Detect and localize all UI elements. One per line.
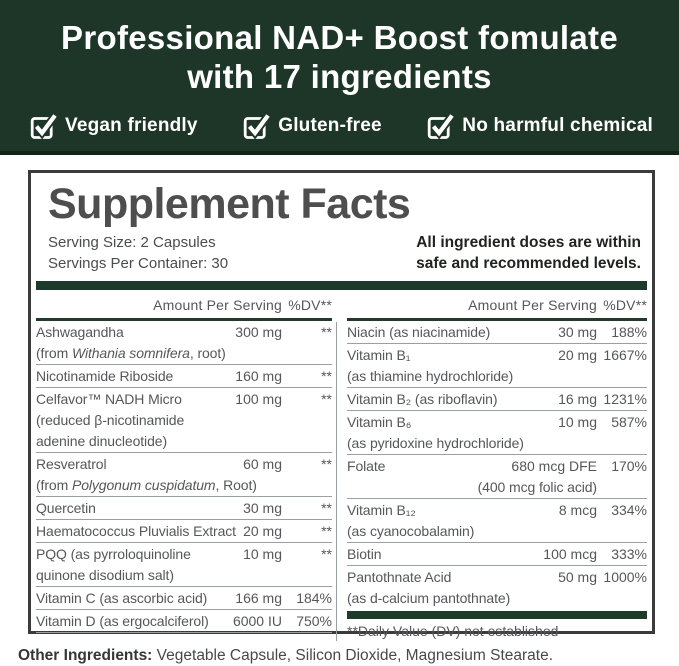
serving-info — [48, 232, 228, 274]
ingredient-amount: 16 mg — [558, 391, 597, 407]
ingredient-name: Niacin (as niacinamide) — [347, 324, 491, 340]
checkbox-check-icon — [30, 111, 58, 141]
ingredient-amount: 100 mcg — [543, 546, 597, 562]
ingredient-name: Haematococcus Pluvialis Extract — [36, 523, 236, 539]
column-header — [36, 290, 332, 318]
dv-header: %DV** — [288, 297, 332, 313]
ingredient-name: Vitamin B₂ (as riboflavin) — [347, 391, 498, 407]
table-row — [36, 321, 332, 365]
ingredient-dv: 1000% — [603, 569, 647, 585]
ingredient-dv: ** — [321, 546, 332, 562]
serving-size: Serving Size: 2 Capsules — [48, 234, 216, 251]
table-row — [36, 388, 332, 453]
table-row — [347, 321, 647, 344]
table-row — [36, 365, 332, 388]
ingredient-dv: 750% — [296, 613, 332, 629]
badge-label: No harmful chemical — [462, 115, 653, 136]
checkbox-check-icon — [427, 111, 455, 141]
table-row — [36, 610, 332, 633]
ingredient-rows-left — [36, 318, 332, 633]
ingredient-name: Quercetin — [36, 500, 96, 516]
panel-header — [36, 173, 647, 274]
ingredient-amount: 10 mg — [243, 546, 282, 562]
other-ingredients-text: Vegetable Capsule, Silicon Dioxide, Magnesium Stearate. — [152, 647, 554, 664]
panel-title: Supplement Facts — [48, 180, 411, 228]
ingredient-amount: 680 mcg DFE — [511, 458, 597, 474]
ingredient-amount: 20 mg — [558, 347, 597, 363]
ingredient-dv: 188% — [611, 324, 647, 340]
table-row — [347, 411, 647, 455]
checkbox-check-icon — [243, 111, 271, 141]
ingredient-name: Vitamin D (as ergocalciferol) — [36, 613, 209, 629]
ingredient-name: PQQ (as pyrroloquinoline — [36, 546, 191, 562]
ingredient-amount: 166 mg — [235, 590, 282, 606]
ingredient-dv: 1231% — [603, 391, 647, 407]
ingredient-dv: ** — [321, 456, 332, 472]
ingredient-dv: ** — [321, 391, 332, 407]
badge-label: Vegan friendly — [65, 115, 198, 136]
ingredient-name: Pantothnate Acid — [347, 569, 452, 585]
dv-footnote: **Daily Value (DV) not established — [347, 623, 559, 639]
other-ingredients — [18, 646, 679, 666]
ingredient-name: Vitamin B₁ — [347, 347, 411, 363]
ingredient-source: (from Polygonum cuspidatum, Root) — [36, 477, 257, 493]
ingredient-source: (as cyanocobalamin) — [347, 523, 475, 539]
servings-per-container: Servings Per Container: 30 — [48, 255, 229, 272]
ingredient-amount: 6000 IU — [232, 613, 282, 629]
ingredient-source: (as d-calcium pantothnate) — [347, 590, 511, 606]
ingredient-name: Folate — [347, 458, 386, 474]
hero-title-line2: with 17 ingredients — [187, 58, 492, 95]
serving-and-note-row — [48, 232, 641, 274]
ingredient-name: Resveratrol — [36, 456, 107, 472]
ingredient-name: Nicotinamide Riboside — [36, 368, 174, 384]
ingredient-name: Biotin — [347, 546, 382, 562]
table-row — [36, 543, 332, 587]
badge-gluten-free — [243, 111, 382, 141]
ingredient-dv: 334% — [611, 502, 647, 518]
ingredient-amount: 50 mg — [558, 569, 597, 585]
table-row — [36, 453, 332, 497]
table-row — [347, 388, 647, 411]
dose-safety-note-line1: All ingredient doses are within — [416, 234, 641, 251]
ingredient-dv: 170% — [611, 458, 647, 474]
ingredient-source: (reduced β-nicotinamide — [36, 412, 185, 428]
table-row — [36, 497, 332, 520]
table-row — [347, 344, 647, 388]
ingredient-name: Vitamin B₁₂ — [347, 502, 416, 518]
supplement-facts-panel — [28, 170, 655, 639]
ingredients-column-right — [337, 290, 647, 641]
ingredient-source: (as thiamine hydrochloride) — [347, 368, 514, 384]
ingredient-amount: 300 mg — [235, 324, 282, 340]
ingredient-name: Ashwagandha — [36, 324, 124, 340]
ingredient-source: quinone disodium salt) — [36, 567, 174, 583]
column-header — [347, 290, 647, 318]
ingredient-source: adenine dinucleotide) — [36, 433, 168, 449]
hero-banner — [0, 0, 679, 155]
other-ingredients-label: Other Ingredients: — [18, 647, 153, 664]
ingredient-dv: ** — [321, 368, 332, 384]
ingredient-name: Vitamin B₆ — [347, 414, 412, 430]
table-row — [36, 587, 332, 610]
ingredients-table — [36, 290, 647, 641]
ingredient-amount: 20 mg — [243, 523, 282, 539]
ingredient-amount: 10 mg — [558, 414, 597, 430]
dv-header: %DV** — [603, 297, 647, 313]
feature-badges — [0, 111, 679, 141]
divider-bar — [347, 611, 647, 619]
ingredient-dv: ** — [321, 500, 332, 516]
amount-header: Amount Per Serving — [153, 297, 282, 313]
table-row — [347, 543, 647, 566]
table-row — [36, 520, 332, 543]
table-row — [347, 499, 647, 543]
table-row — [347, 455, 647, 499]
ingredient-amount: 160 mg — [235, 368, 282, 384]
hero-title — [0, 18, 679, 96]
ingredient-amount: 100 mg — [235, 391, 282, 407]
ingredient-dv: ** — [321, 523, 332, 539]
ingredient-dv: 1667% — [603, 347, 647, 363]
ingredient-amount: 30 mg — [243, 500, 282, 516]
dose-safety-note — [416, 232, 641, 274]
ingredient-source: (from Withania somnifera, root) — [36, 345, 226, 361]
hero-title-line1: Professional NAD+ Boost fomulate — [61, 19, 618, 56]
ingredient-source: (400 mcg folic acid) — [477, 479, 597, 495]
ingredient-name: Vitamin C (as ascorbic acid) — [36, 590, 208, 606]
ingredient-dv: 587% — [611, 414, 647, 430]
ingredient-dv: ** — [321, 324, 332, 340]
table-row — [347, 566, 647, 609]
ingredient-amount: 30 mg — [558, 324, 597, 340]
ingredient-source: (as pyridoxine hydrochloride) — [347, 435, 524, 451]
badge-no-harmful-chemical — [427, 111, 653, 141]
ingredient-dv: 333% — [611, 546, 647, 562]
badge-vegan-friendly — [30, 111, 198, 141]
ingredient-rows-right — [347, 318, 647, 609]
ingredient-amount: 8 mcg — [558, 502, 597, 518]
divider-bar — [36, 281, 647, 290]
dose-safety-note-line2: safe and recommended levels. — [416, 255, 641, 272]
amount-header: Amount Per Serving — [468, 297, 597, 313]
badge-label: Gluten-free — [278, 115, 382, 136]
ingredient-amount: 60 mg — [243, 456, 282, 472]
ingredients-column-left — [36, 290, 336, 641]
ingredient-dv: 184% — [296, 590, 332, 606]
ingredient-name: Celfavor™ NADH Micro — [36, 391, 182, 407]
